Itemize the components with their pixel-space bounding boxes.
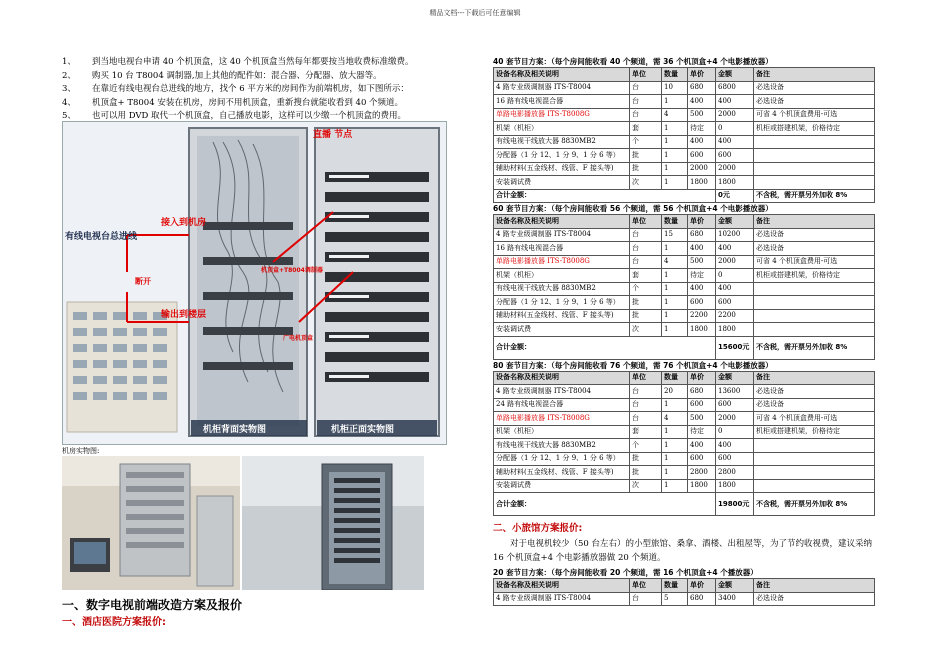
quote-table-80: [493, 371, 875, 517]
table-row: 16 路有线电视混合器 台 1 400 400 必选设备: [494, 95, 875, 109]
section2-paragraph: 对于电视机较少（50 台左右）的小型旅馆、桑拿、酒楼、出租屋等，为了节约收视费，建议采纳 16 个机顶盒+4 个电影播放器做 20 个频道。: [493, 539, 873, 563]
table-header-row: 设备名称及相关说明 单位 数量 单价 金额 备注: [494, 215, 875, 229]
table-row: 16 路有线电视混合器 台 1 400 400 必选设备: [494, 242, 875, 256]
table-row: 安装调试费 次 1 1800 1800: [494, 479, 875, 493]
table-row: 安装调试费 次 1 1800 1800: [494, 176, 875, 190]
disconnect-label: 断开: [135, 277, 151, 286]
table-total-row: 合计金额： 15600元 不含税，需开票另外加收 8%: [494, 336, 875, 359]
table-row: 分配器（1 分 12、1 分 9、1 分 6 等） 批 1 600 600: [494, 296, 875, 310]
table-caption: 40 套节目方案：（每个房间能收看 40 个频道，需 36 个机顶盒+4 个电影播放器）: [493, 57, 773, 66]
photo-caption: 机房实物图:: [62, 447, 100, 455]
table-caption: 60 套节目方案：（每个房间能收看 56 个频道，需 56 个机顶盒+4 个电影播放器）: [493, 204, 773, 213]
connect-room-label: 接入到机房: [161, 218, 207, 228]
table-row: 4 路专业级调制器 ITS-T8004 台 10 680 6800 必选设备: [494, 81, 875, 95]
table-row: 分配器（1 分 12、1 分 9、1 分 6 等） 批 1 600 600: [494, 452, 875, 466]
section1-title: 一、数字电视前端改造方案及报价: [62, 598, 243, 612]
step-item: 2、 购买 10 台 T8004 调制器,加上其他的配件如：混合器、分配器、放大器等。: [62, 70, 382, 81]
section2-title: 二、小旅馆方案报价:: [493, 523, 583, 534]
table-row: 辅助材料(五金线材、线管、F 接头等) 批 1 2200 2200: [494, 309, 875, 323]
front-caption: 机柜正面实物图: [331, 425, 395, 435]
cabinet-diagram: [62, 121, 447, 445]
page-header: 精品文档---下载后可任意编辑: [429, 9, 521, 17]
table-row: 单路电影播放器 ITS-T8008G 台 4 500 2000 可省 4 个机顶盒费用-可选: [494, 108, 875, 122]
table-row: 24 路有线电视混合器 台 1 600 600 必选设备: [494, 398, 875, 412]
table-row: 安装调试费 次 1 1800 1800: [494, 323, 875, 337]
stb-label: 机顶盒+T8004调制器: [261, 267, 323, 274]
mux-label: 直播 节点: [313, 130, 353, 140]
table-row: 有线电视干线放大器 8830MB2 个 1 400 400: [494, 439, 875, 453]
table-header-row: 设备名称及相关说明 单位 数量 单价 金额 备注: [494, 68, 875, 82]
table-row: 有线电视干线放大器 8830MB2 个 1 400 400: [494, 282, 875, 296]
step-item: 1、 到当地电视台申请 40 个机顶盒，这 40 个机顶盒当然每年都要按当地收费标准缴费。: [62, 57, 414, 67]
table-total-row: 合计金额： 19800元 不含税，需开票另外加收 8%: [494, 493, 875, 516]
server-room-photo: [62, 456, 240, 590]
table-row: 分配器（1 分 12、1 分 9、1 分 6 等） 批 1 600 600: [494, 149, 875, 163]
right-column: [493, 56, 874, 606]
table-row: 机架（机柜） 套 1 待定 0 机柜或搭建机架，价格待定: [494, 269, 875, 283]
table-row: 辅助材料(五金线材、线管、F 接头等) 批 1 2000 2000: [494, 162, 875, 176]
table-row: 单路电影播放器 ITS-T8008G 台 4 500 2000 可省 4 个机顶盒费用-可选: [494, 255, 875, 269]
step-item: 3、 在靠近有线电视台总进线的地方，找个 6 平方米的房间作为前端机房，如下图所示：: [62, 84, 409, 94]
table-caption: 80 套节目方案：（每个房间能收看 76 个频道，需 76 个机顶盒+4 个电影播放器）: [493, 360, 773, 370]
table-header-row: 设备名称及相关说明 单位 数量 单价 金额 备注: [494, 371, 875, 385]
table-row: 4 路专业级调制器 ITS-T8004 台 15 680 10200 必选设备: [494, 228, 875, 242]
table-row: 单路电影播放器 ITS-T8008G 台 4 500 2000 可省 4 个机顶盒费用-可选: [494, 412, 875, 426]
output-building-label: 输出到楼层: [161, 310, 207, 320]
table-row: 机架（机柜） 套 1 待定 0 机柜或搭建机架，价格待定: [494, 122, 875, 136]
step-item: 5、 也可以用 DVD 取代一个机顶盒，自己播放电影，这样可以少缴一个机顶盒的费用。: [62, 111, 407, 121]
trunk-label: 有线电视台总进线: [65, 232, 138, 242]
section1-subtitle: 一、酒店医院方案报价:: [62, 617, 166, 628]
quote-table-60: [493, 214, 875, 360]
quote-table-20: [493, 578, 875, 606]
step-item: 4、 机顶盒+ T8004 安装在机房，房间不用机顶盒，重新搜台就能收看到 40 个频道。: [62, 97, 404, 108]
quote-table-40: [493, 67, 875, 203]
table-caption: 20 套节目方案：（每个房间能收看 20 个频道，需 16 个机顶盒+4 个播放器）: [493, 568, 758, 577]
table-row: 4 路专业级调制器 ITS-T8004 台 5 680 3400 必选设备: [494, 592, 875, 606]
broadcast-label: 广电机顶盒: [283, 335, 314, 342]
cabinet-photo: [242, 456, 424, 590]
table-header-row: 设备名称及相关说明 单位 数量 单价 金额 备注: [494, 579, 875, 593]
table-row: 4 路专业级调制器 ITS-T8004 台 20 680 13600 必选设备: [494, 385, 875, 399]
table-row: 有线电视干线放大器 8830MB2 个 1 400 400: [494, 135, 875, 149]
table-total-row: 合计金额： 0元 不含税，需开票另外加收 8%: [494, 189, 875, 203]
back-caption: 机柜背面实物图: [203, 425, 267, 435]
left-column: [62, 56, 444, 124]
steps-list: [62, 56, 444, 124]
table-row: 机架（机柜） 套 1 待定 0 机柜或搭建机架，价格待定: [494, 425, 875, 439]
cabinet-diagram-svg: [63, 122, 446, 444]
table-row: 辅助材料(五金线材、线管、F 接头等) 批 1 2800 2800: [494, 466, 875, 480]
